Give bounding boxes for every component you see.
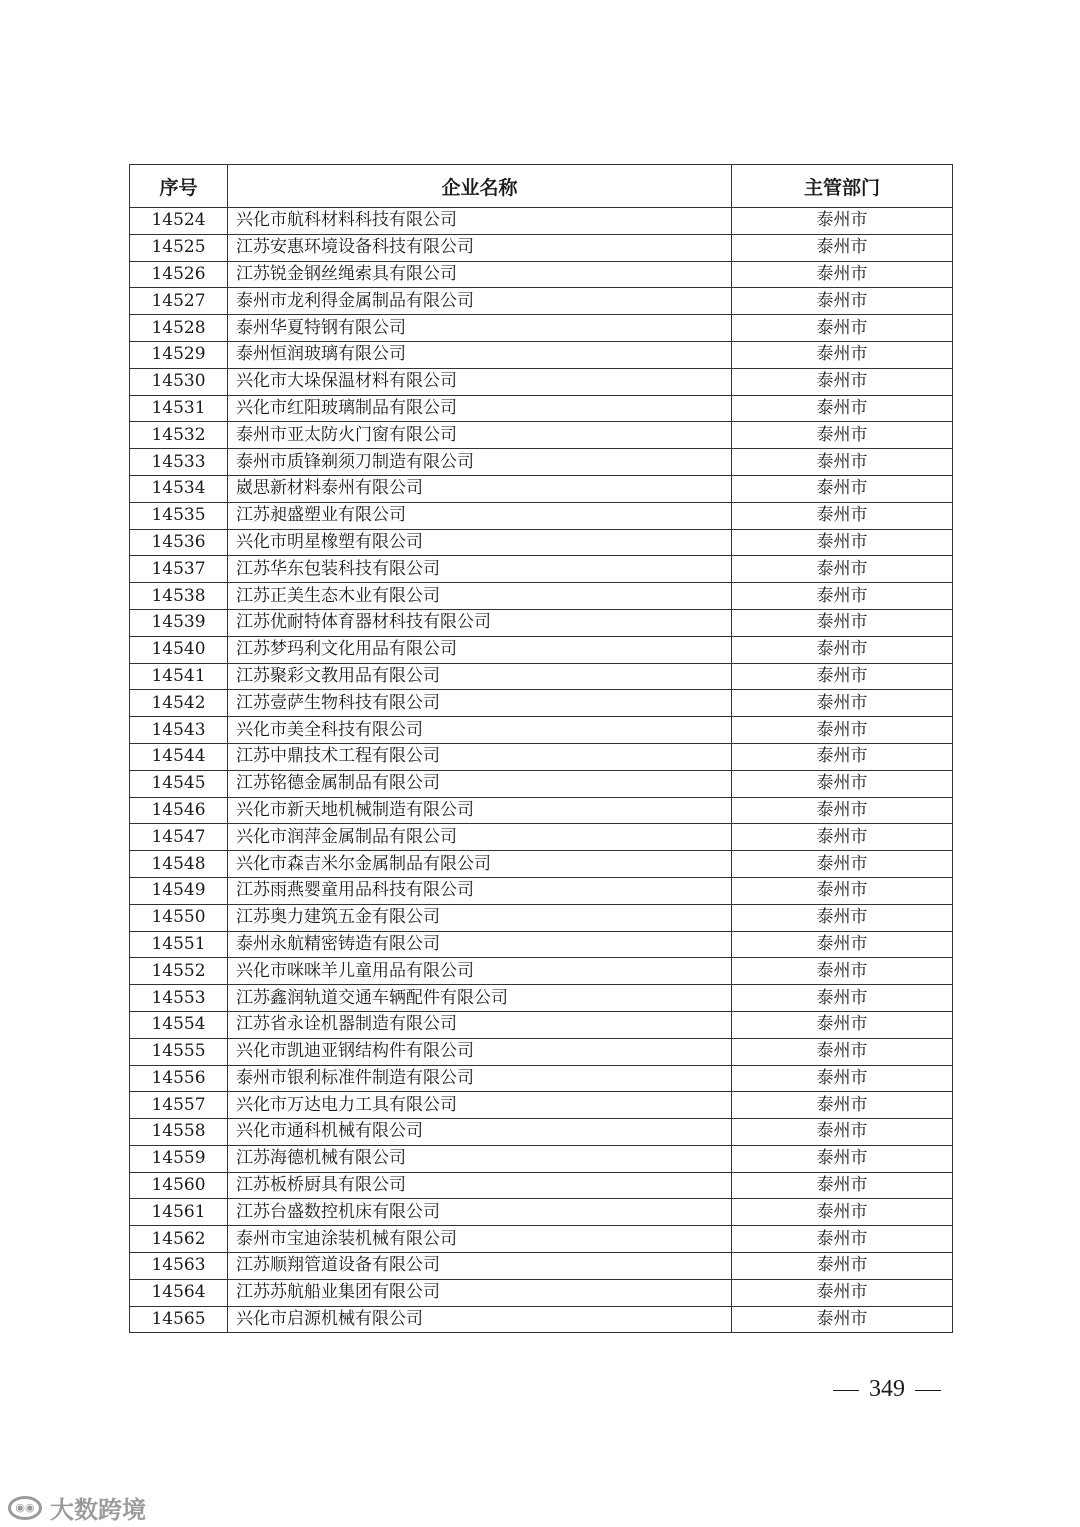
cell-index: 14529 [130,341,228,368]
table-row [130,368,953,395]
cell-department: 泰州市 [732,1145,953,1172]
table-row [130,636,953,663]
cell-department: 泰州市 [732,609,953,636]
header-index: 序号 [130,165,228,208]
table-row [130,824,953,851]
cell-department: 泰州市 [732,985,953,1012]
cell-company-name: 兴化市咪咪羊儿童用品有限公司 [228,958,732,985]
cell-department: 泰州市 [732,958,953,985]
cell-index: 14531 [130,395,228,422]
cell-department: 泰州市 [732,663,953,690]
table-row [130,717,953,744]
table-row [130,690,953,717]
table-row [130,1038,953,1065]
cell-company-name: 兴化市润萍金属制品有限公司 [228,824,732,851]
cell-index: 14547 [130,824,228,851]
brand-logo-icon: ◉◉ [8,1496,42,1520]
table-row [130,556,953,583]
cell-department: 泰州市 [732,931,953,958]
cell-company-name: 兴化市明星橡塑有限公司 [228,529,732,556]
cell-department: 泰州市 [732,261,953,288]
cell-index: 14543 [130,717,228,744]
cell-index: 14528 [130,315,228,342]
cell-index: 14545 [130,770,228,797]
cell-department: 泰州市 [732,288,953,315]
cell-index: 14560 [130,1172,228,1199]
table-row [130,422,953,449]
table-row [130,1306,953,1333]
cell-department: 泰州市 [732,743,953,770]
cell-index: 14550 [130,904,228,931]
cell-index: 14526 [130,261,228,288]
cell-index: 14541 [130,663,228,690]
cell-department: 泰州市 [732,1279,953,1306]
cell-index: 14554 [130,1011,228,1038]
cell-company-name: 兴化市凯迪亚钢结构件有限公司 [228,1038,732,1065]
cell-department: 泰州市 [732,1172,953,1199]
cell-index: 14562 [130,1226,228,1253]
cell-index: 14564 [130,1279,228,1306]
cell-index: 14558 [130,1119,228,1146]
cell-department: 泰州市 [732,1011,953,1038]
page-number-dash-left [833,1390,859,1391]
watermark-text: 大数跨境 [50,1496,146,1524]
cell-company-name: 兴化市美全科技有限公司 [228,717,732,744]
cell-department: 泰州市 [732,717,953,744]
cell-index: 14552 [130,958,228,985]
table-row [130,1011,953,1038]
cell-company-name: 兴化市通科机械有限公司 [228,1119,732,1146]
cell-company-name: 泰州华夏特钢有限公司 [228,315,732,342]
cell-index: 14565 [130,1306,228,1333]
cell-company-name: 江苏铭德金属制品有限公司 [228,770,732,797]
cell-index: 14524 [130,208,228,235]
cell-department: 泰州市 [732,502,953,529]
table-row [130,770,953,797]
cell-company-name: 泰州市龙利得金属制品有限公司 [228,288,732,315]
cell-department: 泰州市 [732,395,953,422]
table-row [130,663,953,690]
cell-company-name: 江苏顺翔管道设备有限公司 [228,1253,732,1280]
cell-department: 泰州市 [732,1065,953,1092]
cell-department: 泰州市 [732,636,953,663]
table-row [130,449,953,476]
table-row [130,315,953,342]
cell-index: 14555 [130,1038,228,1065]
cell-department: 泰州市 [732,583,953,610]
cell-company-name: 兴化市大垛保温材料有限公司 [228,368,732,395]
table-row [130,743,953,770]
cell-company-name: 兴化市红阳玻璃制品有限公司 [228,395,732,422]
cell-index: 14556 [130,1065,228,1092]
cell-company-name: 泰州市质锋剃须刀制造有限公司 [228,449,732,476]
cell-department: 泰州市 [732,341,953,368]
header-company-name: 企业名称 [228,165,732,208]
cell-company-name: 江苏雨燕婴童用品科技有限公司 [228,877,732,904]
cell-company-name: 江苏中鼎技术工程有限公司 [228,743,732,770]
cell-department: 泰州市 [732,208,953,235]
cell-company-name: 江苏鑫润轨道交通车辆配件有限公司 [228,985,732,1012]
cell-department: 泰州市 [732,475,953,502]
cell-company-name: 江苏梦玛利文化用品有限公司 [228,636,732,663]
cell-department: 泰州市 [732,851,953,878]
cell-index: 14553 [130,985,228,1012]
watermark [8,1490,146,1525]
table-row [130,609,953,636]
cell-index: 14532 [130,422,228,449]
table-row [130,475,953,502]
cell-index: 14548 [130,851,228,878]
cell-index: 14540 [130,636,228,663]
cell-company-name: 江苏壹萨生物科技有限公司 [228,690,732,717]
table-row [130,851,953,878]
table-row [130,1119,953,1146]
cell-index: 14563 [130,1253,228,1280]
page-number-dash-right [915,1390,941,1391]
cell-company-name: 泰州永航精密铸造有限公司 [228,931,732,958]
cell-department: 泰州市 [732,422,953,449]
cell-company-name: 江苏昶盛塑业有限公司 [228,502,732,529]
cell-index: 14561 [130,1199,228,1226]
table-body [130,208,953,1333]
cell-department: 泰州市 [732,904,953,931]
cell-department: 泰州市 [732,1199,953,1226]
table-row [130,1065,953,1092]
cell-index: 14538 [130,583,228,610]
cell-company-name: 江苏安惠环境设备科技有限公司 [228,234,732,261]
page-number-value: 349 [869,1376,905,1402]
cell-department: 泰州市 [732,1253,953,1280]
table-row [130,234,953,261]
table-row [130,1279,953,1306]
cell-index: 14537 [130,556,228,583]
table-row [130,1253,953,1280]
table-row [130,529,953,556]
table-row [130,208,953,235]
table-row [130,1199,953,1226]
cell-company-name: 江苏省永诠机器制造有限公司 [228,1011,732,1038]
table-row [130,583,953,610]
cell-index: 14544 [130,743,228,770]
cell-company-name: 兴化市万达电力工具有限公司 [228,1092,732,1119]
cell-department: 泰州市 [732,556,953,583]
cell-department: 泰州市 [732,1038,953,1065]
cell-index: 14542 [130,690,228,717]
table-row [130,1172,953,1199]
cell-department: 泰州市 [732,1226,953,1253]
cell-company-name: 兴化市新天地机械制造有限公司 [228,797,732,824]
table-row [130,797,953,824]
table-row [130,1092,953,1119]
cell-index: 14551 [130,931,228,958]
cell-company-name: 江苏优耐特体育器材科技有限公司 [228,609,732,636]
cell-department: 泰州市 [732,877,953,904]
cell-company-name: 江苏正美生态木业有限公司 [228,583,732,610]
cell-index: 14549 [130,877,228,904]
cell-company-name: 崴思新材料泰州有限公司 [228,475,732,502]
company-table [129,164,953,1333]
cell-company-name: 泰州市银利标准件制造有限公司 [228,1065,732,1092]
table-row [130,958,953,985]
cell-index: 14539 [130,609,228,636]
cell-company-name: 江苏板桥厨具有限公司 [228,1172,732,1199]
cell-company-name: 江苏海德机械有限公司 [228,1145,732,1172]
cell-company-name: 兴化市航科材料科技有限公司 [228,208,732,235]
cell-index: 14535 [130,502,228,529]
cell-index: 14536 [130,529,228,556]
header-department: 主管部门 [732,165,953,208]
cell-department: 泰州市 [732,1306,953,1333]
cell-company-name: 泰州恒润玻璃有限公司 [228,341,732,368]
table-row [130,261,953,288]
cell-department: 泰州市 [732,770,953,797]
cell-department: 泰州市 [732,1092,953,1119]
table-row [130,904,953,931]
cell-department: 泰州市 [732,824,953,851]
cell-department: 泰州市 [732,529,953,556]
cell-index: 14546 [130,797,228,824]
cell-company-name: 江苏台盛数控机床有限公司 [228,1199,732,1226]
table-row [130,931,953,958]
table-row [130,288,953,315]
table-row [130,502,953,529]
table-row [130,985,953,1012]
cell-department: 泰州市 [732,234,953,261]
cell-index: 14559 [130,1145,228,1172]
cell-index: 14534 [130,475,228,502]
cell-company-name: 江苏锐金钢丝绳索具有限公司 [228,261,732,288]
cell-department: 泰州市 [732,1119,953,1146]
cell-department: 泰州市 [732,449,953,476]
table-row [130,1145,953,1172]
cell-department: 泰州市 [732,315,953,342]
cell-company-name: 泰州市宝迪涂装机械有限公司 [228,1226,732,1253]
cell-index: 14530 [130,368,228,395]
cell-department: 泰州市 [732,690,953,717]
cell-company-name: 江苏聚彩文教用品有限公司 [228,663,732,690]
cell-index: 14527 [130,288,228,315]
table-row [130,1226,953,1253]
table-row [130,341,953,368]
cell-index: 14525 [130,234,228,261]
table-header-row [130,165,953,208]
cell-department: 泰州市 [732,797,953,824]
cell-department: 泰州市 [732,368,953,395]
cell-company-name: 江苏苏航船业集团有限公司 [228,1279,732,1306]
cell-index: 14557 [130,1092,228,1119]
cell-company-name: 兴化市启源机械有限公司 [228,1306,732,1333]
table-row [130,395,953,422]
cell-company-name: 泰州市亚太防火门窗有限公司 [228,422,732,449]
cell-company-name: 江苏华东包装科技有限公司 [228,556,732,583]
cell-company-name: 兴化市森吉米尔金属制品有限公司 [228,851,732,878]
cell-company-name: 江苏奥力建筑五金有限公司 [228,904,732,931]
table-row [130,877,953,904]
page-number [823,1376,951,1403]
cell-index: 14533 [130,449,228,476]
